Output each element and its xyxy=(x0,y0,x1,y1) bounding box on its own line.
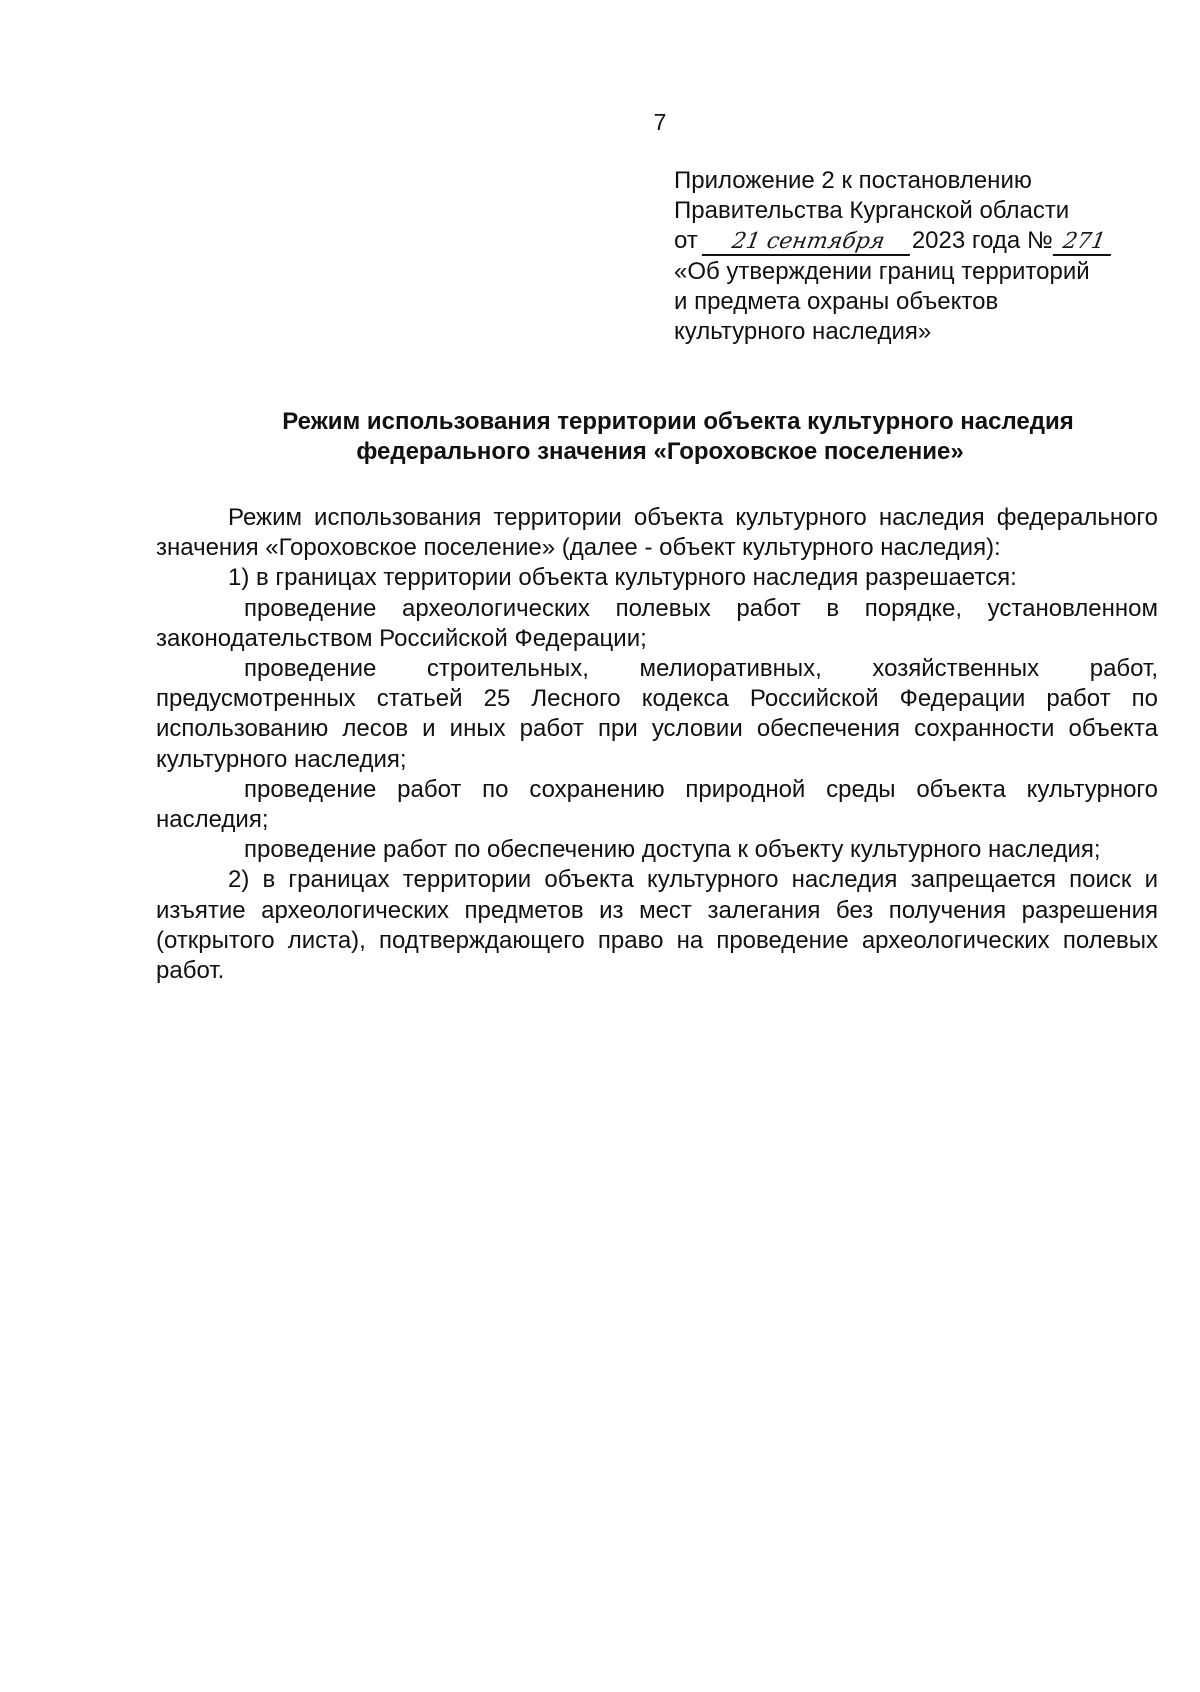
from-prefix: от xyxy=(674,227,698,255)
appendix-line-2: Правительства Курганской области xyxy=(674,197,1070,225)
item-1-a-paragraph: проведение археологических полевых работ в порядке, установленном законодательством Российской Федерации; xyxy=(156,594,1158,652)
appendix-date-line xyxy=(674,226,1174,256)
year-text: 2023 года № xyxy=(911,227,1053,255)
item-1-b-paragraph: проведение строительных, мелиоративных, хозяйственных работ, предусмотренных статьей 25 Лесного кодекса Российской Федерации работ по использованию лесов и иных работ при условии обеспечения сохранности объекта культурного наследия; xyxy=(156,655,1158,773)
item-1-c-paragraph: проведение работ по сохранению природной среды объекта культурного наследия; xyxy=(156,775,1158,834)
appendix-header xyxy=(674,166,1174,347)
handwritten-date: 21 сентября xyxy=(702,230,915,256)
page-number: 7 xyxy=(653,109,667,135)
appendix-line-6: культурного наследия» xyxy=(674,317,932,345)
intro-paragraph: Режим использования территории объекта культурного наследия федерального значения «Гороховское поселение» (далее - объект культурного наследия): xyxy=(156,504,1158,562)
appendix-line-1: Приложение 2 к постановлению xyxy=(674,167,1032,194)
item-1-paragraph: 1) в границах территории объекта культурного наследия разрешается: xyxy=(228,564,1017,592)
handwritten-number: 271 xyxy=(1052,230,1115,256)
appendix-line-4: «Об утверждении границ территорий xyxy=(674,257,1090,285)
item-2-paragraph: 2) в границах территории объекта культурного наследия запрещается поиск и изъятие археологических предметов из мест залегания без получения разрешения (открытого листа), подтверждающего право на проведение археологических полевых работ. xyxy=(156,866,1158,985)
document-body xyxy=(156,503,1158,986)
title-line-1: Режим использования территории объекта культурного наследия xyxy=(282,408,1074,435)
appendix-line-5: и предмета охраны объектов xyxy=(674,287,999,315)
document-title xyxy=(150,407,1170,467)
title-line-2: федерального значения «Гороховское поселение» xyxy=(356,438,964,465)
item-1-d-paragraph: проведение работ по обеспечению доступа к объекту культурного наследия; xyxy=(244,836,1101,864)
